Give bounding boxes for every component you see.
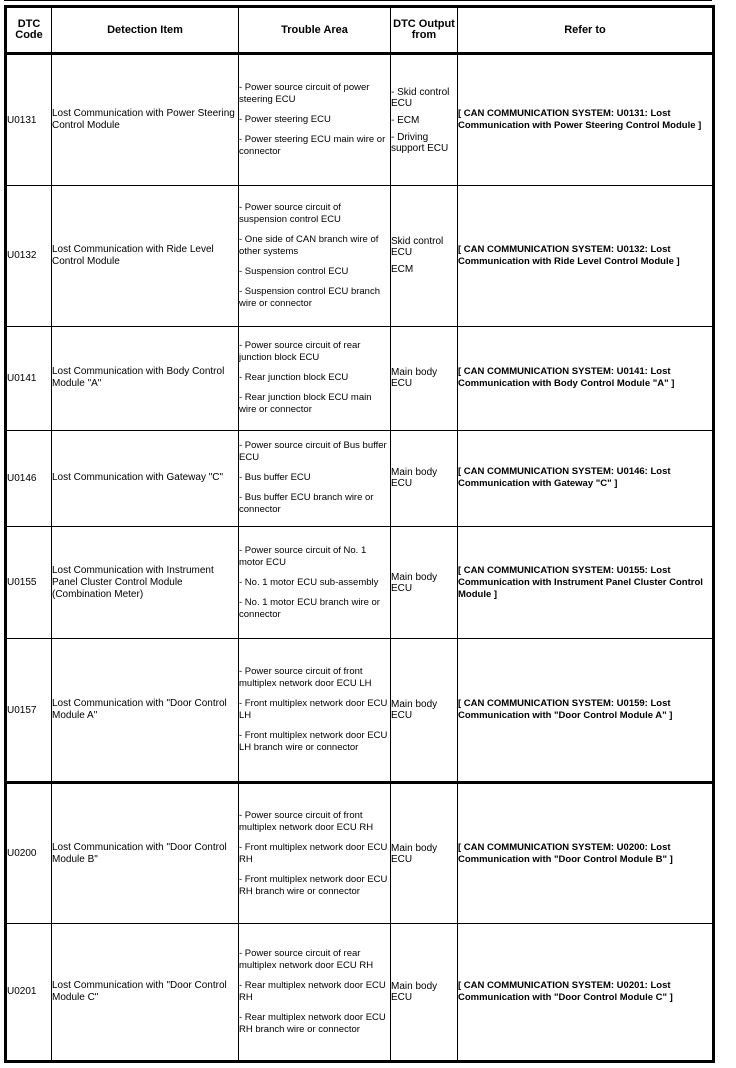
detection-item-cell: Lost Communication with "Door Control Module B": [52, 783, 239, 923]
trouble-area-item: - Power source circuit of No. 1 motor ECU: [239, 544, 367, 568]
trouble-area-cell: [239, 430, 391, 526]
dtc-output-cell: [391, 783, 458, 923]
detection-item-cell: Lost Communication with "Door Control Module A": [52, 639, 239, 783]
trouble-area-item: - Front multiplex network door ECU RH: [239, 841, 388, 865]
table-row: [6, 326, 714, 430]
dtc-table: [4, 5, 715, 1063]
dtc-output-cell: [391, 54, 458, 186]
trouble-area-cell: [239, 186, 391, 326]
refer-to-cell: [ CAN COMMUNICATION SYSTEM: U0155: Lost Communication with Instrument Panel Cluster Control Module ]: [458, 526, 714, 638]
header-row: [6, 7, 714, 54]
trouble-area-item: - One side of CAN branch wire of other systems: [239, 233, 379, 257]
previous-table-edge: [4, 0, 712, 4]
trouble-area-item: - Rear multiplex network door ECU RH branch wire or connector: [239, 1011, 386, 1035]
refer-to-cell: [ CAN COMMUNICATION SYSTEM: U0159: Lost Communication with "Door Control Module A" ]: [458, 639, 714, 783]
trouble-area-item: - Bus buffer ECU: [239, 472, 311, 484]
dtc-output-item: - ECM: [391, 114, 420, 126]
refer-to-cell: [ CAN COMMUNICATION SYSTEM: U0141: Lost Communication with Body Control Module "A" ]: [458, 326, 714, 430]
table-row: [6, 783, 714, 923]
refer-to-cell: [ CAN COMMUNICATION SYSTEM: U0201: Lost Communication with "Door Control Module C" ]: [458, 923, 714, 1061]
trouble-area-item: - Power source circuit of Bus buffer ECU: [239, 440, 387, 464]
trouble-area-item: - Power source circuit of rear multiplex network door ECU RH: [239, 947, 374, 971]
detection-item-cell: Lost Communication with Power Steering Control Module: [52, 54, 239, 186]
trouble-area-item: - Suspension control ECU: [239, 265, 349, 277]
dtc-output-cell: [391, 526, 458, 638]
trouble-area-cell: [239, 639, 391, 783]
dtc-code-cell: U0131: [6, 54, 52, 186]
refer-to-cell: [ CAN COMMUNICATION SYSTEM: U0146: Lost Communication with Gateway "C" ]: [458, 430, 714, 526]
dtc-output-item: ECM: [391, 264, 414, 276]
dtc-output-item: Main body ECU: [391, 699, 438, 722]
dtc-code-cell: U0132: [6, 186, 52, 326]
table-row: [6, 923, 714, 1061]
dtc-output-cell: [391, 430, 458, 526]
dtc-output-cell: [391, 923, 458, 1061]
trouble-area-item: - No. 1 motor ECU branch wire or connector: [239, 596, 380, 620]
table-row: [6, 430, 714, 526]
dtc-output-item: - Skid control ECU: [391, 86, 450, 109]
header-dtc-output: DTC Output from: [391, 7, 458, 54]
trouble-area-item: - Rear multiplex network door ECU RH: [239, 979, 386, 1003]
trouble-area-item: - Power source circuit of front multiplex network door ECU RH: [239, 809, 374, 833]
dtc-output-item: - Driving support ECU: [391, 131, 449, 154]
trouble-area-cell: [239, 54, 391, 186]
trouble-area-cell: [239, 326, 391, 430]
refer-to-cell: [ CAN COMMUNICATION SYSTEM: U0132: Lost Communication with Ride Level Control Module ]: [458, 186, 714, 326]
dtc-output-item: Main body ECU: [391, 842, 438, 865]
dtc-output-item: Main body ECU: [391, 980, 438, 1003]
dtc-output-item: Main body ECU: [391, 467, 438, 490]
dtc-code-cell: U0200: [6, 783, 52, 923]
trouble-area-item: - Power steering ECU: [239, 114, 331, 126]
dtc-code-cell: U0155: [6, 526, 52, 638]
table-body: [6, 54, 714, 1062]
trouble-area-item: - Power steering ECU main wire or connector: [239, 134, 386, 158]
detection-item-cell: Lost Communication with Instrument Panel Cluster Control Module (Combination Meter): [52, 526, 239, 638]
trouble-area-cell: [239, 923, 391, 1061]
trouble-area-item: - Front multiplex network door ECU LH: [239, 698, 388, 722]
trouble-area-cell: [239, 526, 391, 638]
detection-item-cell: Lost Communication with Gateway "C": [52, 430, 239, 526]
trouble-area-item: - Power source circuit of suspension control ECU: [239, 201, 341, 225]
refer-to-cell: [ CAN COMMUNICATION SYSTEM: U0131: Lost Communication with Power Steering Control Module ]: [458, 54, 714, 186]
header-trouble-area: Trouble Area: [239, 7, 391, 54]
dtc-output-cell: [391, 186, 458, 326]
trouble-area-item: - Rear junction block ECU main wire or connector: [239, 392, 372, 416]
trouble-area-item: - Power source circuit of front multiplex network door ECU LH: [239, 666, 372, 690]
dtc-output-cell: [391, 639, 458, 783]
trouble-area-item: - Rear junction block ECU: [239, 372, 349, 384]
trouble-area-item: - Front multiplex network door ECU RH branch wire or connector: [239, 873, 388, 897]
table-row: [6, 526, 714, 638]
header-refer-to: Refer to: [458, 7, 714, 54]
table-row: [6, 186, 714, 326]
dtc-output-cell: [391, 326, 458, 430]
header-dtc-code: DTC Code: [6, 7, 52, 54]
trouble-area-item: - Front multiplex network door ECU LH branch wire or connector: [239, 730, 388, 754]
dtc-output-item: Main body ECU: [391, 571, 438, 594]
trouble-area-item: - Power source circuit of power steering ECU: [239, 82, 370, 106]
dtc-code-cell: U0201: [6, 923, 52, 1061]
detection-item-cell: Lost Communication with Body Control Module "A": [52, 326, 239, 430]
dtc-code-cell: U0157: [6, 639, 52, 783]
dtc-output-item: Main body ECU: [391, 367, 438, 390]
dtc-code-cell: U0146: [6, 430, 52, 526]
trouble-area-item: - Suspension control ECU branch wire or connector: [239, 285, 380, 309]
dtc-code-cell: U0141: [6, 326, 52, 430]
refer-to-cell: [ CAN COMMUNICATION SYSTEM: U0200: Lost Communication with "Door Control Module B" ]: [458, 783, 714, 923]
trouble-area-cell: [239, 783, 391, 923]
detection-item-cell: Lost Communication with Ride Level Control Module: [52, 186, 239, 326]
trouble-area-item: - No. 1 motor ECU sub-assembly: [239, 576, 379, 588]
detection-item-cell: Lost Communication with "Door Control Module C": [52, 923, 239, 1061]
table-row: [6, 54, 714, 186]
trouble-area-item: - Bus buffer ECU branch wire or connector: [239, 492, 374, 516]
header-detection-item: Detection Item: [52, 7, 239, 54]
table-row: [6, 639, 714, 783]
trouble-area-item: - Power source circuit of rear junction block ECU: [239, 340, 361, 364]
dtc-output-item: Skid control ECU: [391, 236, 444, 259]
